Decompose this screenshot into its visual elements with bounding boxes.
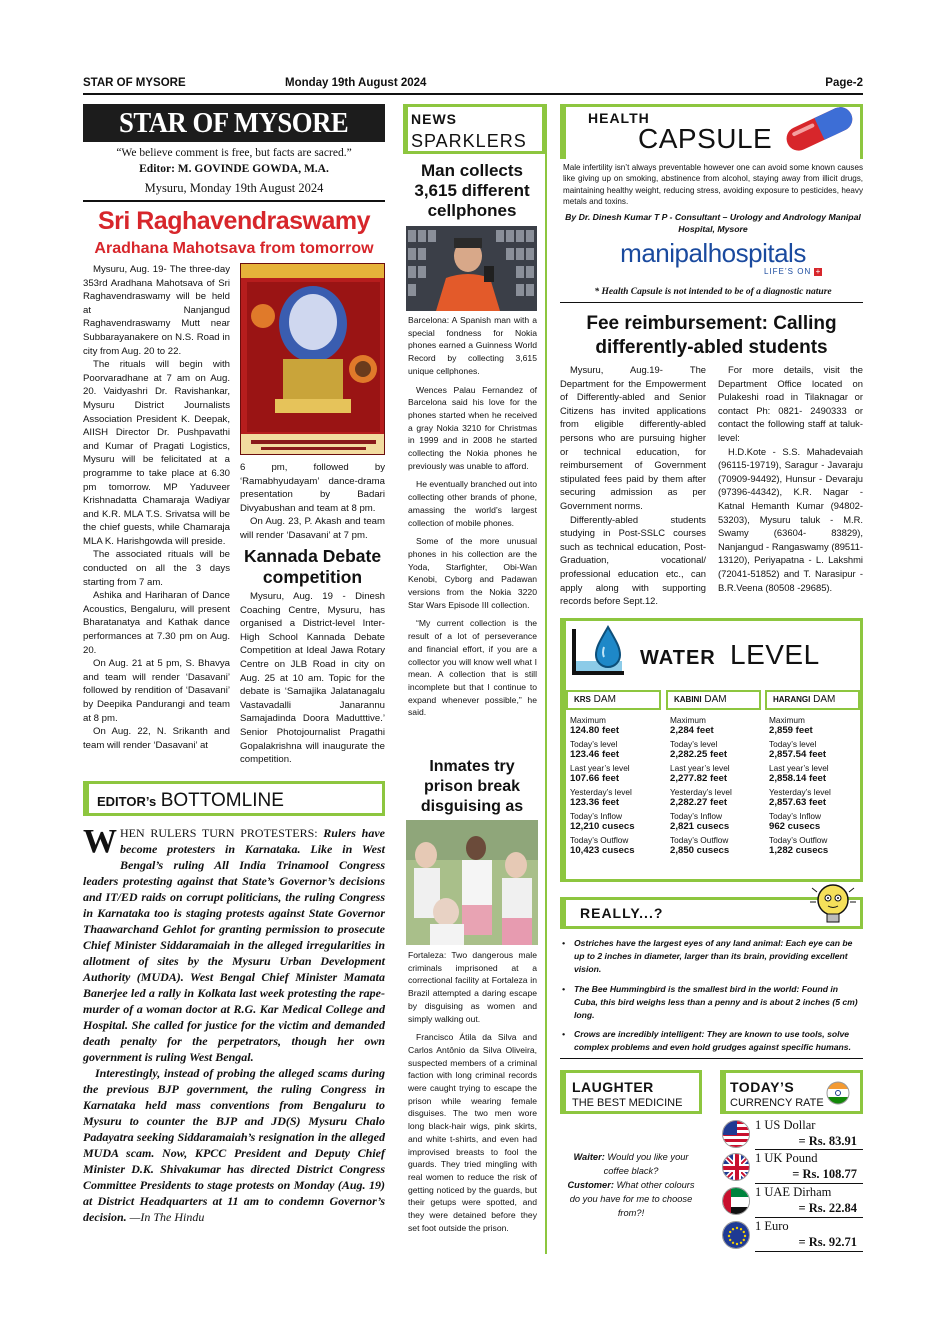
news-story-1 bbox=[408, 314, 537, 725]
fee-para: Differently-abled students studying in Post-SSLC courses such as technical education, Post-Graduation, vocational/ professional education etc., can apply along with supporting records before Sept.12. bbox=[560, 513, 706, 607]
editorial-accent-bar bbox=[83, 782, 89, 816]
dam-row-value: 962 cusecs bbox=[769, 821, 821, 832]
currency-label: CURRENCY RATE bbox=[730, 1097, 824, 1109]
debate-body: Mysuru, Aug. 19 - Dinesh Coaching Centre, Mysuru, has organised a District-level Inter-High School Kannada Debate Competition at Ideal Jawa Rotary Centre on JLB Road in city on Aug. 25 at 10 am. Topic for the debate is ‘Samajika Jalatanagalu Vastavadalli Janarannu Samajadinda Doora Madutttive.’ Senior Photojournalist Pragathi Gopalakrishna will inaugurate the competition. bbox=[240, 591, 385, 766]
editorial-label-box bbox=[83, 781, 385, 816]
dam-harangi-name: HARANGI bbox=[773, 695, 811, 704]
fee-para: Mysuru, Aug.19- The Department for the Empowerment of Differently-abled and Senior Citizens has invited applications from eligible differently-abled persons who are pursuing higher or technical education, for reimbursement of Government stipulated fees paid by them after securing admission as per Government norms. bbox=[560, 364, 706, 511]
dam-row-value: 2,821 cusecs bbox=[670, 821, 730, 832]
uae-flag-icon bbox=[722, 1187, 750, 1215]
manipal-tagline bbox=[764, 267, 822, 276]
dam-row-label: Today’s level bbox=[570, 739, 618, 749]
news-label-bold: NEWS bbox=[411, 111, 457, 127]
editorial-lead: HEN RULERS TURN PROTESTERS: bbox=[120, 826, 318, 840]
raghav-para: 6 pm, followed by ‘Ramabhyudayam’ dance-drama presentation by Badari Divyabushan and team at 8 pm. bbox=[240, 462, 385, 514]
news-accent-bar bbox=[403, 104, 408, 154]
currency-row bbox=[720, 1151, 863, 1185]
water-drop-icon bbox=[564, 623, 630, 686]
really-item-text: The Bee Hummingbird is the smallest bird in the world: Found in Cuba, this bird weighs less than a penny and is about 2 inches (5 cm) long. bbox=[574, 983, 858, 1021]
news-para: Fortaleza: Two dangerous male criminals imprisoned at a correctional facility at Fortaleza in Brazil attempted a daring escape by disguising as women and simply walking out. bbox=[408, 950, 537, 1024]
health-body: Male infertility isn’t always preventable however one can avoid some known causes like giving up on smoking, abstinence from alcohol, staying away from illicit drugs, maintaining healthy weight, reducing stress, avoiding exposure to pesticides, heavy metals and toxins. bbox=[563, 163, 863, 207]
raghav-poster-image bbox=[240, 263, 385, 455]
dam-row-value: 107.66 feet bbox=[570, 773, 620, 784]
phone-collector-image bbox=[406, 226, 537, 311]
health-label: CAPSULE bbox=[638, 123, 773, 154]
manipal-tagline-text: LIFE’S ON bbox=[764, 267, 812, 276]
lightbulb-icon bbox=[808, 880, 858, 933]
dam-row-label: Last year’s level bbox=[670, 763, 730, 773]
fee-col2 bbox=[718, 363, 863, 594]
dam-row-label: Today’s Outflow bbox=[769, 835, 828, 845]
raghav-subhead: Aradhana Mahotsava from tomorrow bbox=[94, 240, 374, 257]
health-box bbox=[560, 104, 863, 159]
prison-disguise-image bbox=[406, 820, 538, 945]
header-rule bbox=[83, 93, 863, 95]
plus-icon: + bbox=[815, 266, 822, 276]
health-rule bbox=[560, 302, 863, 303]
eu-flag-icon bbox=[722, 1221, 750, 1249]
editorial-label: BOTTOMLINE bbox=[160, 790, 284, 811]
dam-row-value: 123.46 feet bbox=[570, 749, 620, 760]
dam-row-value: 2,859 feet bbox=[769, 725, 813, 736]
dam-row-label: Yesterday’s level bbox=[570, 787, 632, 797]
masthead-dateline: Mysuru, Monday 19th August 2024 bbox=[144, 181, 324, 195]
really-list bbox=[562, 937, 862, 1055]
dam-row-label: Last year’s level bbox=[769, 763, 829, 773]
dam-harangi-label-box bbox=[765, 690, 860, 710]
currency-name: 1 US Dollar bbox=[755, 1118, 816, 1132]
bullet-icon: • bbox=[562, 983, 566, 994]
laughter-joke bbox=[563, 1150, 699, 1220]
dam-row-value: 10,423 cusecs bbox=[570, 845, 635, 856]
currency-value: = Rs. 83.91 bbox=[798, 1134, 857, 1148]
dam-krs-suffix: DAM bbox=[593, 694, 616, 705]
water-label-bold: WATER bbox=[640, 647, 716, 669]
editorial-body bbox=[83, 825, 385, 1225]
dam-row-label: Maximum bbox=[769, 715, 805, 725]
news-story-2 bbox=[408, 949, 537, 1240]
currency-row bbox=[720, 1118, 863, 1151]
editorial-dropcap: W bbox=[83, 823, 117, 860]
capsule-icon bbox=[778, 103, 860, 158]
dam-row-value: 1,282 cusecs bbox=[769, 845, 829, 856]
editorial-credit: —In The Hindu bbox=[129, 1210, 205, 1224]
really-rule bbox=[560, 1058, 863, 1059]
dam-row-label: Today’s Outflow bbox=[570, 835, 629, 845]
raghav-col2 bbox=[240, 461, 385, 543]
currency-name: 1 UAE Dirham bbox=[755, 1185, 832, 1199]
news-column-rule bbox=[545, 104, 547, 1254]
health-disclaimer: * Health Capsule is not intended to be of a diagnostic nature bbox=[594, 287, 832, 297]
dam-kabini bbox=[666, 690, 761, 859]
dam-row-label: Maximum bbox=[670, 715, 706, 725]
dam-row-value: 123.36 feet bbox=[570, 797, 620, 808]
dam-kabini-label-box bbox=[666, 690, 761, 710]
laughter-accent-bar bbox=[560, 1070, 566, 1114]
news-headline-1: Man collects 3,615 different cellphones bbox=[414, 161, 530, 220]
currency-name: 1 UK Pound bbox=[755, 1151, 818, 1165]
dam-row-value: 2,277.82 feet bbox=[670, 773, 728, 784]
currency-value: = Rs. 22.84 bbox=[798, 1201, 857, 1215]
masthead-editor: Editor: M. GOVINDE GOWDA, M.A. bbox=[139, 163, 329, 175]
really-item bbox=[562, 937, 862, 977]
health-accent-bar bbox=[560, 104, 566, 159]
dam-harangi-suffix: DAM bbox=[813, 694, 836, 705]
dam-row-label: Today’s Inflow bbox=[769, 811, 821, 821]
debate-body-box bbox=[240, 590, 385, 767]
raghav-col1 bbox=[83, 263, 230, 752]
currency-row bbox=[720, 1185, 863, 1219]
health-byline: By Dr. Dinesh Kumar T P - Consultant – Urology and Andrology Manipal Hospital, Mysore bbox=[565, 212, 861, 234]
news-label-box bbox=[403, 104, 545, 154]
dam-row-value: 2,857.63 feet bbox=[769, 797, 827, 808]
dam-row-label: Today’s Inflow bbox=[670, 811, 722, 821]
masthead-title: STAR OF MYSORE bbox=[119, 107, 349, 139]
really-accent-bar bbox=[560, 897, 566, 929]
dam-row-value: 2,282.25 feet bbox=[670, 749, 728, 760]
laughter-label-box bbox=[560, 1070, 702, 1114]
really-item bbox=[562, 1028, 862, 1054]
header-page: Page-2 bbox=[825, 77, 863, 89]
currency-value: = Rs. 92.71 bbox=[798, 1235, 857, 1249]
dam-krs bbox=[566, 690, 661, 859]
raghav-para: Ashika and Hariharan of Dance Acoustics, Bengaluru, will present Bharatanatya and Kathak dance performances at 7.30 pm on Aug. 20. bbox=[83, 590, 230, 656]
raghav-headline: Sri Raghavendraswamy bbox=[97, 207, 371, 235]
india-flag-icon bbox=[826, 1081, 850, 1110]
us-flag-icon bbox=[722, 1120, 750, 1148]
news-label: SPARKLERS bbox=[411, 131, 527, 151]
really-label: REALLY...? bbox=[580, 905, 664, 921]
dam-kabini-suffix: DAM bbox=[704, 694, 727, 705]
dam-harangi bbox=[765, 690, 860, 859]
page-header bbox=[83, 77, 863, 91]
header-date: Monday 19th August 2024 bbox=[285, 77, 427, 89]
currency-name: 1 Euro bbox=[755, 1219, 789, 1233]
fee-para: For more details, visit the Department Office located on Pulakeshi road in Tilaknagar or contact Ph: 0821- 2490333 or contact the following staff at taluk-level: bbox=[718, 364, 863, 443]
currency-accent-bar bbox=[720, 1070, 726, 1114]
news-headline-2: Inmates try prison break disguising as bbox=[420, 758, 524, 815]
dam-row-label: Today’s level bbox=[769, 739, 817, 749]
waiter-label: Waiter: bbox=[573, 1152, 605, 1162]
dam-row-label: Last year’s level bbox=[570, 763, 630, 773]
currency-value: = Rs. 108.77 bbox=[792, 1167, 857, 1181]
editorial-label-bold: EDITOR’s bbox=[97, 794, 157, 809]
masthead-motto: “We believe comment is free, but facts are sacred.” bbox=[116, 147, 352, 159]
raghav-para: On Aug. 22, N. Srikanth and team will render ‘Dasavani’ at bbox=[83, 726, 230, 751]
currency-row bbox=[720, 1219, 863, 1253]
raghav-para: The rituals will begin with Poorvaradhane at 7 am on Aug. 20. Vaidyashri Dr. Ravishankar, Mysuru District Journalists Association President K. Deepak, AIISH Director Dr. Pushpavathi and Kumar of Pragati Logistics, Mysuru will be felicitated at a programme to take place at 6.30 pm tomorrow. MP Yaduveer Krishnadatta Chamaraja Wadiyar and K.R. MLA T.S. Srivatsa will be the chief guests, while Chamaraja MLA K. Harishgowda will preside. bbox=[83, 359, 230, 547]
news-para: “My current collection is the result of a lot of perseverance and financial effort, if you are a collector you will know well what I mean. A collection that is still incomplete but that I continue to expand whenever possible,” he said. bbox=[408, 618, 537, 718]
dam-row-label: Yesterday’s level bbox=[769, 787, 831, 797]
dam-row-label: Today’s Inflow bbox=[570, 811, 622, 821]
waiter-line: Would you like your coffee black? bbox=[603, 1152, 689, 1176]
dam-row-value: 124.80 feet bbox=[570, 725, 620, 736]
editorial-para2: Interestingly, instead of probing the alleged scams during the previous BJP government, the ruling Congress in Karnataka held mass conventions from Bengaluru to Mysuru to counter the BJP and JD(S) Mysuru Chalo Padayatra seeking Siddaramaiah’s resignation in the alleged MUDA scam. Now, KPCC President and Deputy Chief Minister D.K. Shivakumar has directed District Congress Committee Presidents to stage protests on Monday (Aug. 19) at District Headquarters at 11 am to condemn Governor’s decision. bbox=[83, 1066, 385, 1224]
news-para: Wences Palau Fernandez of Barcelona said his love for the phones started when he received a gray Nokia 3210 for Christmas in 1999 and in 2008 he started collecting the Nokia phones he previously was unable to afford. bbox=[408, 384, 537, 471]
currency-rows bbox=[720, 1118, 863, 1253]
dam-row-label: Today’s Outflow bbox=[670, 835, 729, 845]
dam-row-value: 2,850 cusecs bbox=[670, 845, 730, 856]
debate-headline: Kannada Debate competition bbox=[243, 546, 382, 587]
raghav-para: Mysuru, Aug. 19- The three-day 353rd Aradhana Mahotsava of Sri Raghavendraswamy will be held at Nanjangud Raghavendraswamy Mutt near Subbarayanakere on N.S. Road in city from Aug. 20 to 22. bbox=[83, 264, 230, 357]
raghav-para: The associated rituals will be conducted on all the 3 days starting from 7 am. bbox=[83, 549, 230, 588]
laughter-label-bold: LAUGHTER bbox=[572, 1079, 654, 1095]
news-para: Barcelona: A Spanish man with a special fondness for Nokia phones earned a Guinness World Record by collecting 3,615 unique cellphones. bbox=[408, 315, 537, 376]
uk-flag-icon bbox=[722, 1153, 750, 1181]
laughter-label: THE BEST MEDICINE bbox=[572, 1097, 683, 1109]
health-label-bold: HEALTH bbox=[588, 110, 650, 126]
bullet-icon: • bbox=[562, 1029, 566, 1040]
news-para: Francisco Átila da Silva and Carlos Antônio da Silva Oliveira, suspected members of a criminal faction with long criminal records were caught trying to escape the prison while wearing female disguises. The two men wore long black-hair wigs, pink skirts, and white t-shirts, and even had improvised breasts to fool the guards. They tried mingling with real women to reduce the risk of getting noticed by the guards, but their getups were spotted, and they were detained before they set foot outside the prison. bbox=[408, 1032, 537, 1233]
dam-krs-name: KRS bbox=[574, 695, 591, 704]
really-item-text: Crows are incredibly intelligent: They are known to use tools, solve complex problems and even hold grudges against specific humans. bbox=[574, 1029, 851, 1053]
dam-row-value: 2,282.27 feet bbox=[670, 797, 728, 808]
currency-label-box bbox=[720, 1070, 863, 1114]
manipal-logo: manipalhospitals bbox=[620, 238, 806, 268]
news-para: He eventually branched out into collecting other brands of phone, amassing the world’s largest collection of mobile phones. bbox=[408, 479, 537, 528]
masthead-banner bbox=[83, 104, 385, 142]
dam-row-label: Yesterday’s level bbox=[670, 787, 732, 797]
bullet-icon: • bbox=[562, 938, 566, 948]
really-item bbox=[562, 983, 862, 1023]
dam-row-label: Maximum bbox=[570, 715, 606, 725]
dam-row-value: 2,858.14 feet bbox=[769, 773, 827, 784]
dam-row-value: 12,210 cusecs bbox=[570, 821, 635, 832]
dam-row-value: 2,857.54 feet bbox=[769, 749, 827, 760]
currency-label-bold: TODAY’S bbox=[730, 1079, 795, 1095]
masthead-rule bbox=[83, 200, 385, 202]
water-label: LEVEL bbox=[730, 639, 820, 670]
dam-krs-label-box bbox=[566, 690, 661, 710]
dam-row-value: 2,284 feet bbox=[670, 725, 714, 736]
editorial-para1: Rulers have become protesters in Karnataka. Like in West Bengal’s ruling All India Trinamool Congress leaders protesting against that State’s Governor’s decisions and IT/ED raids on corrupt politicians, the ruling Congress in Karnataka too is staging protests against State Governor Thaawarchand Gehlot for granting permission to prosecute Chief Minister Siddaramaiah in the alleged irregularities in allotment of sites by the Mysuru Urban Development Authority (MUDA). West Bengal Chief Minister Mamata Banerjee led a rally in Kolkata last week protesting the rape-murder of a woman doctor at R.G. Kar Medical College and Hospital. She called for justice for the victim and demanded death penalty for the perpetrators, though her own government is ruling West Bengal. bbox=[83, 826, 385, 1064]
really-item-text: Ostriches have the largest eyes of any land animal: Each eye can be up to 2 inches in diameter, larger than its brain, providing excellent vision. bbox=[574, 938, 853, 975]
customer-line: What other colours do you have for me to choose from?! bbox=[569, 1180, 695, 1218]
news-para: Some of the more unusual phones in his collection are the Yoda, Starfighter, Obi-Wan Kenobi, Cyborg and Padawan versions from the Nokia 3220 Star Wars Episode III collection. bbox=[408, 536, 537, 610]
dam-row-label: Today’s level bbox=[670, 739, 718, 749]
raghav-para: On Aug. 21 at 5 pm, S. Bhavya and team will render ‘Dasavani’ followed by rendition of ‘Dasavani’ by Deepika Pandurangi and team at 8 pm. bbox=[83, 658, 230, 724]
header-paper: STAR OF MYSORE bbox=[83, 77, 186, 89]
dam-kabini-name: KABINI bbox=[674, 695, 702, 704]
customer-label: Customer: bbox=[567, 1180, 614, 1190]
fee-para: H.D.Kote - S.S. Mahadevaiah (96115-19719), Saragur - Javaraju (70909-94492), Hunsur - Devaraju (97396-44342), K.R. Nagar - Katnal Hemanth Kumar (94802-53203), Mysuru taluk - M.R. Swamy (63604- 83829), Nanjangud - Rangaswamy (89511-13120), Periyapatna - L. Lakshmi (72041-51852) and T. Narasipur - B.R.Veena (80508 -29685). bbox=[718, 445, 863, 593]
fee-headline: Fee reimbursement: Calling differently-abled students bbox=[586, 313, 837, 358]
raghav-para: On Aug. 23, P. Akash and team will render ‘Dasavani’ at 7 pm. bbox=[240, 516, 385, 541]
fee-col1 bbox=[560, 363, 706, 608]
